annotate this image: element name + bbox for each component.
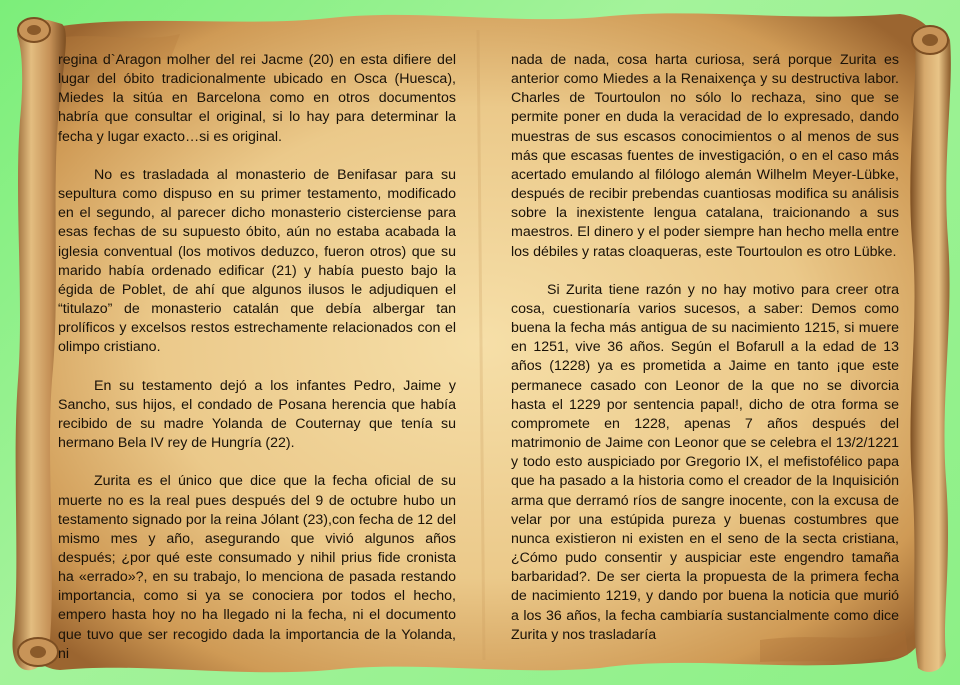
paragraph: nada de nada, cosa harta curiosa, será porque Zurita es anterior como Miedes a la Renaixença y su destructiva labor. Charles de Tourtoulon no sólo lo rechaza, sino que se permite poner en duda la veracidad de lo expresado, dando muestras de sus escasos conocimientos o al menos de sus más que escasas fuentes de investigación, o en el caso más acertado emulando al filólogo alemán Wilhelm Meyer-Lübke, después de recibir prebendas cuantiosas modifica su análisis sobre la inexistente lengua catalana, traicionando a sus maestros. El dinero y el poder siempre han hecho mella entre los débiles y ratas cloaqueras, este Tourtoulon es otro Lübke. — [511, 52, 899, 260]
right-text-column — [511, 51, 899, 645]
left-text-column — [58, 51, 456, 664]
paragraph: No es trasladada al monasterio de Benifasar para su sepultura como dispuso en su primer testamento, modificado en el segundo, al parecer dicho monasterio cisterciense para esas fechas de su supuesto óbito, aún no estaba acabada la iglesia conventual (los motivos deduzco, fueron otros) que su marido había ordenado edificar (21) y había puesto bajo la égida de Poblet, de ahí que algunos ilusos le adjudiquen el “titulazo” de monasterio catalán que debía albergar tan prolíficos y excelsos restos estrechamente relacionados con el olimpo cristiano. — [58, 166, 456, 356]
right-roll — [910, 25, 951, 672]
paragraph: Zurita es el único que dice que la fecha oficial de su muerte no es la real pues después del 9 de octubre hubo un testamento signado por la reina Jólant (23),con fecha de 12 del mismo mes y año, asegurando que vivió algunos años después; ¿por qué este consumado y nihil prius fide cronista ha «errado»?, en su trabajo, lo menciona de pasada restando importancia, como si ya se conociera por todos el hecho, empero hasta hoy no ha llegado ni la fecha, ni el documento que tuvo que ser recogido dada la importancia de la Yolanda, ni — [58, 473, 456, 662]
paragraph: En su testamento dejó a los infantes Pedro, Jaime y Sancho, sus hijos, el condado de Posana herencia que había recibido de su madre Yolanda de Couternay que tenía su hermano Bela IV rey de Hungría (22). — [58, 377, 456, 452]
paragraph: Si Zurita tiene razón y no hay motivo para creer otra cosa, cuestionaría varios sucesos, a saber: Demos como buena la fecha más antigua de su nacimiento 1215, si muere en 1251, vive 36 años. Según el Bofarull a la edad de 13 años (1228) ya es prometida a Jaime en tanto ¡que este permanece casado con Leonor de la que no se divorcia hasta el 1229 por sentencia papal!, dicho de otra forma se compromete en 1228, apenas 7 años después del matrimonio de Jaime con Leonor que se celebra el 13/2/1221 y todo esto auspiciado por Gregorio IX, el mefistofélico papa que ha pasado a la historia como el creador de la Inquisición arma que derramó ríos de sangre inocente, con la excusa de velar por una estúpida pureza y buenas costumbres que nunca existieron ni existen en el seno de la secta cristiana, ¿Cómo pudo consentir y auspiciar este engendro tamaña barbaridad?. De ser cierta la propuesta de la primera fecha de nacimiento 1219, y dando por buena la noticia que murió a los 36 años, la fecha cambiaría sustancialmente como dice Zurita y nos trasladaría — [511, 281, 899, 643]
bottom-left-roll — [18, 638, 58, 666]
paragraph: regina d`Aragon molher del rei Jacme (20) en esta difiere del lugar del óbito tradicionalmente ubicado en Osca (Huesca), Miedes la sitúa en Barcelona como en otros documentos habría que consultar el original, si lo hay para determinar la fecha y lugar exacto…si es original. — [58, 52, 456, 145]
